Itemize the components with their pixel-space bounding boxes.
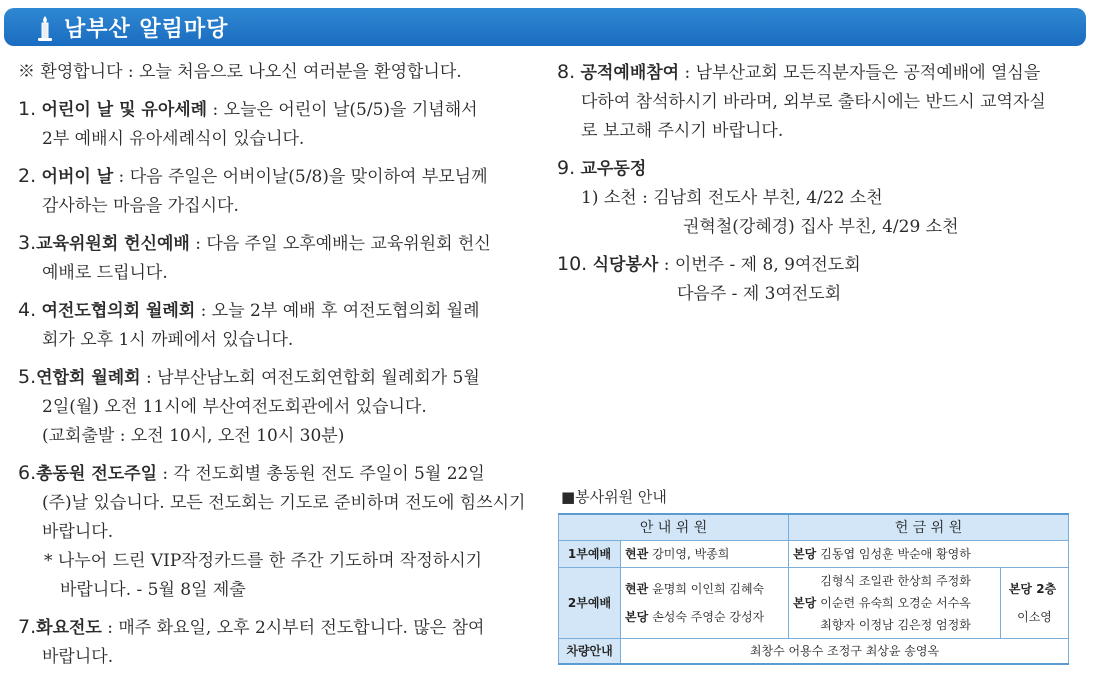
notice-item xyxy=(557,154,1082,242)
item-text: : 다음 주일은 어버이날(5/8)을 맞이하여 부모님께 xyxy=(113,167,488,187)
item-text: 1) 소천 : 김남희 전도사 부친, 4/22 소천 xyxy=(581,188,883,208)
item-title: 총동원 전도주일 xyxy=(36,464,158,484)
cell-names: 이소영 xyxy=(1017,609,1052,624)
item-text: : 이번주 - 제 8, 9여전도회 xyxy=(658,255,861,275)
notice-item xyxy=(18,613,538,672)
table-row xyxy=(559,567,1069,638)
welcome-text: ※ 환영합니다 : 오늘 처음으로 나오신 여러분을 환영합니다. xyxy=(18,62,462,82)
item-text: : 각 전도회별 총동원 전도 주일이 5월 22일 xyxy=(157,464,485,484)
item-text: : 다음 주일 오후예배는 교육위원회 헌신 xyxy=(189,234,491,254)
item-title: 교우동정 xyxy=(580,159,647,179)
item-number: 6. xyxy=(18,462,37,484)
welcome-notice xyxy=(18,58,538,87)
item-number: 4. xyxy=(18,299,37,321)
item-text: : 오늘 2부 예배 후 여전도협의회 월례 xyxy=(195,301,480,321)
cell-label: 본당 2층 xyxy=(1008,581,1057,596)
notice-item xyxy=(557,58,1082,146)
item-text: 2일(월) 오전 11시에 부산여전도회관에서 있습니다. xyxy=(42,397,427,417)
item-text: 바랍니다. xyxy=(42,647,114,667)
item-title: 연합회 월례회 xyxy=(36,368,141,388)
item-text: (주)날 있습니다. 모든 전도회는 기도로 준비하며 전도에 힘쓰시기 xyxy=(42,493,526,513)
notice-item xyxy=(557,250,1082,309)
item-text: : 남부산남노회 여전도회연합회 월례회가 5월 xyxy=(140,368,480,388)
notice-item xyxy=(18,296,538,355)
table-row xyxy=(559,540,1069,567)
cell-names: 강미영, 박종희 xyxy=(652,547,730,561)
table-row xyxy=(559,638,1069,664)
row-head: 2부예배 xyxy=(559,567,621,638)
candle-icon xyxy=(32,14,58,42)
item-number: 7. xyxy=(18,616,37,638)
cell-label: 현관 xyxy=(625,547,649,561)
cell-names: 김동엽 임성훈 박순애 황영하 xyxy=(820,547,971,561)
item-note: * 나누어 드린 VIP작정카드를 한 주간 기도하며 작정하시기 xyxy=(44,551,483,571)
cell-label: 본당 xyxy=(625,609,649,624)
item-text: (교회출발 : 오전 10시, 오전 10시 30분) xyxy=(42,426,345,446)
item-text: 다하여 참석하시기 바라며, 외부로 출타시에는 반드시 교역자실 xyxy=(581,92,1046,112)
notice-column-right xyxy=(557,58,1082,317)
notice-item xyxy=(18,95,538,154)
row-head: 1부예배 xyxy=(559,540,621,567)
item-number: 1. xyxy=(18,98,37,120)
cell-names: 윤명희 이인희 김혜숙 xyxy=(652,581,765,596)
guide-cell xyxy=(621,567,789,638)
cell-names: 손성숙 주영순 강성자 xyxy=(652,609,765,624)
notice-item xyxy=(18,229,538,288)
notice-item xyxy=(18,459,538,605)
notice-column-left xyxy=(18,58,538,673)
notice-item xyxy=(18,162,538,221)
item-text: 2부 예배시 유아세례식이 있습니다. xyxy=(42,129,305,149)
item-number: 2. xyxy=(18,165,37,187)
item-text: 예배로 드립니다. xyxy=(42,263,168,283)
header-bar xyxy=(4,8,1086,46)
item-text: 회가 오후 1시 까페에서 있습니다. xyxy=(42,330,294,350)
page-title: 남부산 알림마당 xyxy=(64,17,229,42)
offering-cell xyxy=(789,567,1001,638)
cell-names: 김형식 조일관 한상희 주정화 xyxy=(820,573,971,588)
item-text: 다음주 - 제 3여전도회 xyxy=(677,284,842,304)
cell-names: 이순련 유숙희 오경순 서수옥 xyxy=(820,595,971,610)
item-text: 바랍니다. xyxy=(42,522,114,542)
cell-label: 본당 xyxy=(793,596,817,610)
offering-cell xyxy=(789,540,1069,567)
cell-label: 본당 xyxy=(793,547,817,561)
item-text: : 매주 화요일, 오후 2시부터 전도합니다. 많은 참여 xyxy=(101,618,485,638)
guide-cell xyxy=(621,540,789,567)
item-title: 어린이 날 및 유아세례 xyxy=(41,100,208,120)
item-number: 3. xyxy=(18,232,37,254)
offering-header: 헌 금 위 원 xyxy=(789,514,1069,540)
item-text: 권혁철(강혜경) 집사 부친, 4/29 소천 xyxy=(683,217,959,237)
item-text: 감사하는 마음을 가집시다. xyxy=(42,196,239,216)
item-title: 화요전도 xyxy=(36,618,102,638)
item-number: 9. xyxy=(557,157,576,179)
item-title: 어버이 날 xyxy=(41,167,114,187)
guide-header: 안 내 위 원 xyxy=(559,514,789,540)
item-title: 교육위원회 헌신예배 xyxy=(36,234,190,254)
item-title: 여전도협의회 월례회 xyxy=(41,301,196,321)
item-note: 바랍니다. - 5월 8일 제출 xyxy=(60,580,246,600)
item-number: 10. xyxy=(557,253,588,275)
service-table xyxy=(558,513,1069,665)
item-text: : 오늘은 어린이 날(5/5)을 기념해서 xyxy=(207,100,478,120)
item-title: 공적예배참여 xyxy=(580,63,680,83)
service-section-title: ■봉사위원 안내 xyxy=(561,488,667,506)
item-text: 로 보고해 주시기 바랍니다. xyxy=(581,121,784,141)
notice-item xyxy=(18,363,538,451)
vehicle-cell: 최창수 어용수 조정구 최상윤 송영옥 xyxy=(621,638,1069,664)
item-number: 5. xyxy=(18,366,37,388)
item-title: 식당봉사 xyxy=(592,255,659,275)
floor2-cell xyxy=(1001,567,1069,638)
cell-names: 최향자 이정남 김은정 엄정화 xyxy=(820,617,971,632)
item-text: : 남부산교회 모든직분자들은 공적예배에 열심을 xyxy=(679,63,1041,83)
cell-label: 현관 xyxy=(625,581,649,596)
item-number: 8. xyxy=(557,61,576,83)
row-head: 차량안내 xyxy=(559,638,621,664)
